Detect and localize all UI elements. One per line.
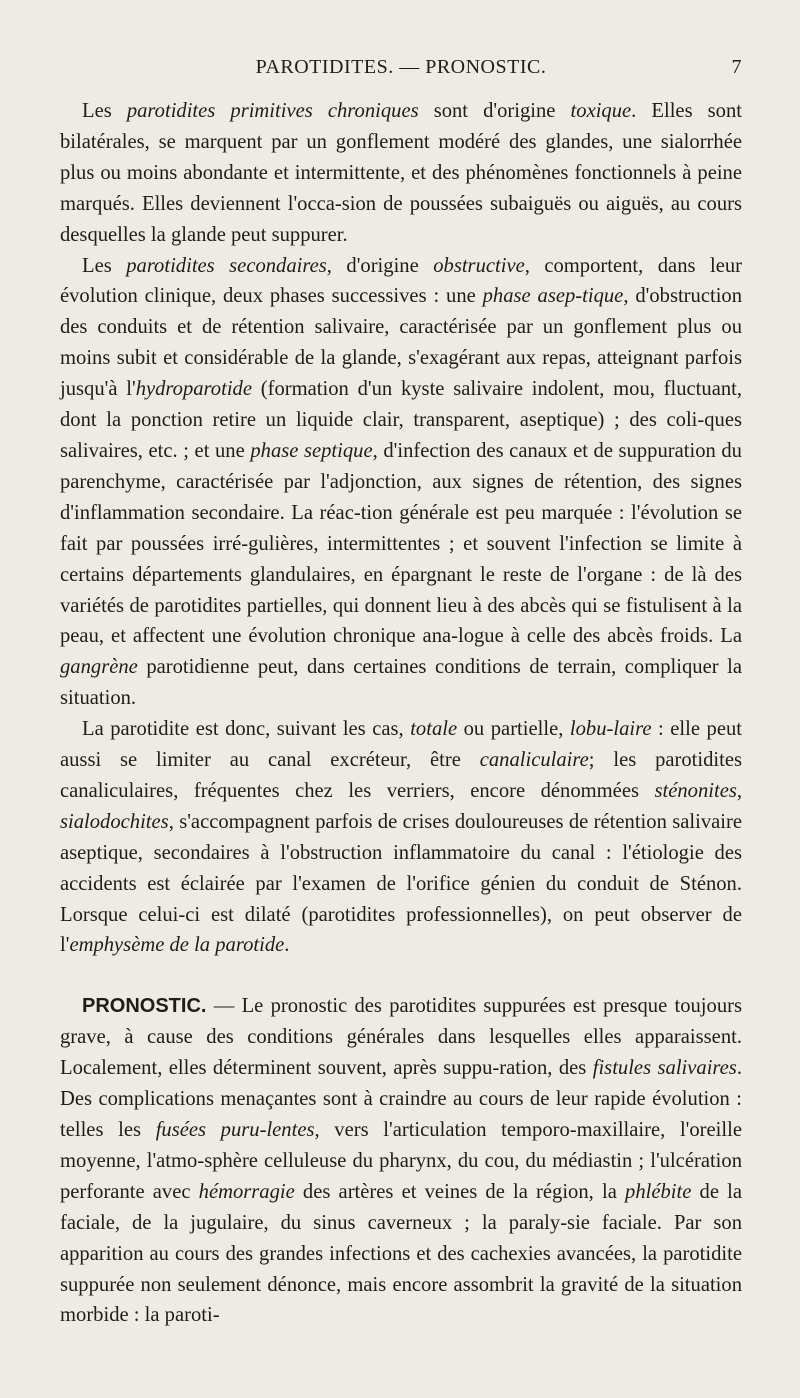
- text-segment-italic: sténonites, sialodochites: [60, 779, 742, 833]
- paragraph-pronostic: [60, 991, 742, 1331]
- text-segment: La parotidite est donc, suivant les cas,: [82, 718, 411, 741]
- text-segment-italic: fistules salivaires: [592, 1057, 737, 1080]
- text-segment: . Des complications menaçantes sont à craindre au cours de leur rapide évolution : telles les: [60, 1057, 742, 1141]
- text-segment: — Le pronostic des parotidites suppurées est presque toujours grave, à cause des conditions générales dans lesquelles elles apparaissent. Localement, elles déterminent souvent, après suppu-ration, des: [60, 995, 742, 1080]
- text-segment-italic: phase septique: [250, 439, 373, 462]
- text-segment: , d'infection des canaux et de suppuration du parenchyme, caractérisée par l'adjonction, aux signes de rétention, des signes d'inflammation secondaire. La réac-tion générale est peu marquée : l'évolution se fait par poussées irré-gulières, intermittentes ; et souvent l'infection se limite à certains départements glandulaires, en épargnant le reste de l'organe : de là des variétés de parotidites partielles, qui donnent lieu à des abcès qui se fistulisent à la peau, et affectent une évolution chronique ana-logue à celle des abcès froids. La: [60, 439, 742, 648]
- text-segment-italic: phase asep-tique: [482, 285, 624, 308]
- text-segment: . Elles sont bilatérales, se marquent par un gonflement modéré des glandes, une sialorrhée plus ou moins abondante et intermittente, et des phénomènes fonctionnels à peine marqués. Elles deviennent l'occa-sion de poussées subaiguës ou aiguës, au cours desquelles la glande peut suppurer.: [60, 100, 742, 246]
- text-segment: (formation d'un kyste salivaire indolent, mou, fluctuant, dont la ponction retire un liquide clair, transparent, aseptique) ; des coli-ques salivaires, etc. ; et une: [60, 378, 742, 462]
- text-segment: , comportent, dans leur évolution clinique, deux phases successives : une: [60, 254, 742, 308]
- text-segment: , s'accompagnent parfois de crises douloureuses de rétention salivaire aseptique, secondaires à l'obstruction inflammatoire du canal : l'étiologie des accidents est éclairée par l'examen de l'orifice génien du conduit de Sténon. Lorsque celui-ci est dilaté (parotidites professionnelles), on peut observer de l': [60, 810, 742, 957]
- text-segment-italic: toxique: [570, 100, 632, 122]
- body-text: [60, 96, 742, 1331]
- text-segment-italic: obstructive: [433, 254, 525, 277]
- text-segment-italic: parotidites primitives chroniques: [126, 100, 419, 122]
- text-segment-italic: canaliculaire: [479, 749, 589, 772]
- paragraph-parotidite-totale-partielle: [60, 714, 742, 961]
- text-segment-italic: fusées puru-lentes: [155, 1119, 315, 1141]
- text-segment: ; les parotidites canaliculaires, fréquentes chez les verriers, encore dénommées: [60, 749, 742, 802]
- section-heading-pronostic: PRONOSTIC.: [82, 995, 207, 1018]
- text-segment-italic: gangrène: [60, 656, 138, 679]
- text-segment-italic: emphysème de la parotide: [69, 934, 285, 957]
- text-segment-italic: phlébite: [625, 1180, 692, 1203]
- paragraph-parotidites-secondaires: [60, 251, 742, 715]
- text-segment: des artères et veines de la région, la: [294, 1180, 626, 1203]
- text-segment: Les: [82, 100, 127, 122]
- text-segment: .: [284, 934, 290, 957]
- text-segment-italic: totale: [410, 718, 458, 741]
- text-segment-italic: hydroparotide: [135, 378, 252, 401]
- running-title: PAROTIDITES. — PRONOSTIC.: [255, 56, 547, 78]
- text-segment: sont d'origine: [418, 100, 571, 122]
- text-segment: de la faciale, de la jugulaire, du sinus caverneux ; la paraly-sie faciale. Par son apparition au cours des grandes infections et des cachexies avancées, la parotidite suppurée non seulement dénonce, mais encore assombrit la gravité de la situation morbide : la paroti-: [60, 1180, 742, 1327]
- text-segment: : elle peut aussi se limiter au canal excréteur, être: [60, 718, 742, 772]
- text-segment-italic: hémorragie: [198, 1180, 295, 1203]
- text-segment: , vers l'articulation temporo-maxillaire, l'oreille moyenne, l'atmo-sphère celluleuse du pharynx, du cou, du médiastin ; l'ulcération perforante avec: [60, 1119, 742, 1203]
- text-segment: , d'origine: [326, 254, 434, 277]
- text-segment-italic: parotidites secondaires: [126, 254, 327, 277]
- text-segment: ou partielle,: [457, 718, 570, 741]
- running-header: [60, 56, 742, 96]
- page-number: 7: [731, 56, 742, 78]
- text-segment: , d'obstruction des conduits et de rétention salivaire, caractérisée par un gonflement plus ou moins subit et considérable de la glande, s'exagérant aux repas, atteignant parfois jusqu'à l': [60, 285, 743, 401]
- text-segment: Les: [82, 254, 127, 277]
- text-segment-italic: lobu-laire: [569, 718, 652, 741]
- text-segment: parotidienne peut, dans certaines conditions de terrain, compliquer la situation.: [60, 656, 742, 710]
- paragraph-parotidites-primitives: [60, 96, 742, 251]
